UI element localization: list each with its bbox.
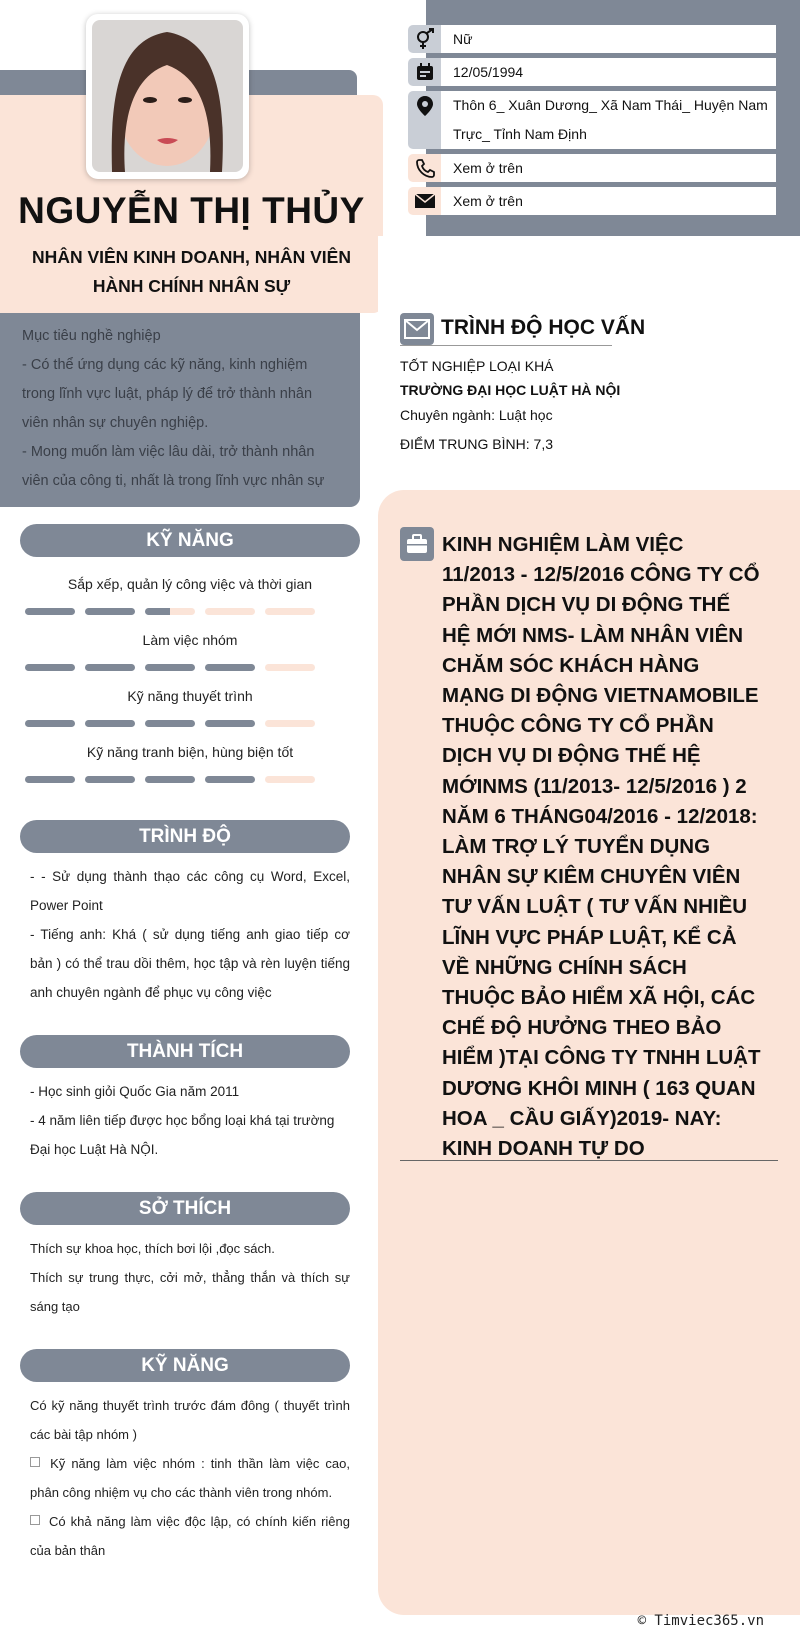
checkbox-icon — [30, 1457, 40, 1467]
job-title: NHÂN VIÊN KINH DOANH, NHÂN VIÊN HÀNH CHÍNH NHÂN SỰ — [32, 247, 351, 296]
gender-icon — [408, 25, 441, 53]
location-icon — [408, 91, 441, 149]
skill-name: Làm việc nhóm — [142, 632, 238, 648]
contact-birthdate — [408, 58, 776, 86]
rating-bar — [25, 608, 75, 615]
contact-phone — [408, 154, 776, 182]
envelope-icon — [408, 187, 441, 215]
education-major: Chuyên ngành: Luật học — [400, 407, 553, 423]
checkbox-icon — [30, 1515, 40, 1525]
phone-icon — [408, 154, 441, 182]
qualification-line: - - Sử dụng thành thạo các công cụ Word, Excel, Power Point — [30, 869, 350, 913]
divider — [400, 1160, 778, 1161]
achievements-text — [30, 1077, 350, 1164]
rating-bar — [145, 720, 195, 727]
education-school: TRƯỜNG ĐẠI HỌC LUẬT HÀ NỘI — [400, 382, 621, 398]
rating-bar — [265, 776, 315, 783]
rating-bar — [265, 608, 315, 615]
contact-address — [408, 91, 776, 149]
phone-value: Xem ở trên — [441, 154, 776, 182]
skill-line: Có khả năng làm việc độc lập, có chính kiến riêng của bản thân — [30, 1514, 350, 1558]
avatar-frame — [86, 14, 249, 179]
rating-bar — [25, 720, 75, 727]
skill-rating — [25, 720, 315, 727]
skill-line: Có kỹ năng thuyết trình trước đám đông ( thuyết trình các bài tập nhóm ) — [30, 1398, 350, 1442]
career-objective — [22, 322, 340, 496]
hobbies-text — [30, 1234, 350, 1321]
skill-rating — [25, 776, 315, 783]
education-gpa: ĐIỂM TRUNG BÌNH: 7,3 — [400, 436, 553, 452]
rating-bar — [25, 664, 75, 671]
skill-name: Sắp xếp, quản lý công việc và thời gian — [67, 576, 313, 592]
section-header-achievements: THÀNH TÍCH — [20, 1035, 350, 1068]
skills2-text — [30, 1391, 350, 1565]
envelope-icon — [400, 313, 434, 345]
objective-heading: Mục tiêu nghề nghiệp — [22, 328, 161, 344]
section-header-qualification: TRÌNH ĐỘ — [20, 820, 350, 853]
candidate-name: NGUYỄN THỊ THỦY — [18, 190, 365, 231]
contact-gender — [408, 25, 776, 53]
rating-bar — [145, 776, 195, 783]
rating-bar — [85, 664, 135, 671]
avatar — [92, 20, 243, 172]
section-header-hobbies: SỞ THÍCH — [20, 1192, 350, 1225]
section-header-education: TRÌNH ĐỘ HỌC VẤN — [441, 316, 646, 339]
objective-line: - Mong muốn làm việc lâu dài, trở thành nhân viên của công ti, nhất là trong lĩnh vực nhân sự — [22, 444, 325, 489]
gender-value: Nữ — [441, 25, 776, 53]
skill-name: Kỹ năng tranh biện, hùng biện tốt — [86, 744, 294, 760]
qualification-text — [30, 862, 350, 1007]
rating-bar — [85, 608, 135, 615]
divider — [400, 345, 612, 346]
email-value: Xem ở trên — [441, 187, 776, 215]
footer-copyright: © Timviec365.vn — [637, 1613, 764, 1629]
qualification-line: - Tiếng anh: Khá ( sử dụng tiếng anh giao tiếp cơ bản ) có thể trau dồi thêm, học tập và rèn luyện tiếng anh chuyên ngành để phục vụ công việc — [30, 927, 350, 1000]
rating-bar — [205, 608, 255, 615]
address-value: Thôn 6_ Xuân Dương_ Xã Nam Thái_ Huyện Nam Trực_ Tỉnh Nam Định — [441, 91, 776, 149]
achievement-line: - 4 năm liên tiếp được học bổng loại khá tại trường Đại học Luật Hà NỘI. — [30, 1113, 335, 1157]
birthdate-value: 12/05/1994 — [441, 58, 776, 86]
contact-email — [408, 187, 776, 215]
rating-bar — [85, 720, 135, 727]
section-header-skills: KỸ NĂNG — [20, 524, 360, 557]
rating-bar — [25, 776, 75, 783]
section-header-skills-2: KỸ NĂNG — [20, 1349, 350, 1382]
hobby-line: Thích sự trung thực, cởi mở, thẳng thắn và thích sự sáng tạo — [30, 1270, 350, 1314]
skill-rating — [25, 664, 315, 671]
skill-rating — [25, 608, 315, 615]
work-experience: KINH NGHIỆM LÀM VIỆC 11/2013 - 12/5/2016 CÔNG TY CỔ PHẦN DỊCH VỤ DI ĐỘNG THẾ HỆ MỚI NMS- LÀM NHÂN VIÊN CHĂM SÓC KHÁCH HÀNG MẠNG DI ĐỘNG VIETNAMOBILE THUỘC CÔNG TY CỔ PHẦN DỊCH VỤ DI ĐỘNG THẾ HỆ MỚINMS (11/2013- 12/5/2016 ) 2 NĂM 6 THÁNG04/2016 - 12/2018: LÀM TRỢ LÝ TUYỂN DỤNG NHÂN SỰ KIÊM CHUYÊN VIÊN TƯ VẤN LUẬT ( TƯ VẤN NHIỀU LĨNH VỰC PHÁP LUẬT, KỂ CẢ VỀ NHỮNG CHÍNH SÁCH THUỘC BẢO HIỂM XÃ HỘI, CÁC CHẾ ĐỘ HƯỞNG THEO BẢO HIỂM )TẠI CÔNG TY TNHH LUẬT DƯƠNG KHÔI MINH ( 163 QUAN HOA _ CẦU GIẤY)2019- NAY: KINH DOANH TỰ DO — [442, 533, 761, 1161]
education-degree: TỐT NGHIỆP LOẠI KHÁ — [400, 358, 554, 374]
rating-bar — [85, 776, 135, 783]
rating-bar — [145, 664, 195, 671]
rating-bar — [205, 776, 255, 783]
objective-line: - Có thể ứng dụng các kỹ năng, kinh nghiệm trong lĩnh vực luật, pháp lý để trở thành nhân viên nhân sự chuyên nghiệp. — [22, 357, 313, 431]
achievement-line: - Học sinh giỏi Quốc Gia năm 2011 — [30, 1084, 240, 1099]
rating-bar — [265, 664, 315, 671]
hobby-line: Thích sự khoa học, thích bơi lội ,đọc sách. — [30, 1241, 275, 1256]
rating-bar — [205, 664, 255, 671]
rating-bar — [265, 720, 315, 727]
rating-bar — [205, 720, 255, 727]
rating-bar — [145, 608, 195, 615]
skill-name: Kỹ năng thuyết trình — [127, 688, 253, 704]
skill-line: Kỹ năng làm việc nhóm : tinh thần làm việc cao, phân công nhiệm vụ cho các thành viên trong nhóm. — [30, 1456, 350, 1500]
calendar-icon — [408, 58, 441, 86]
briefcase-icon — [400, 527, 434, 561]
